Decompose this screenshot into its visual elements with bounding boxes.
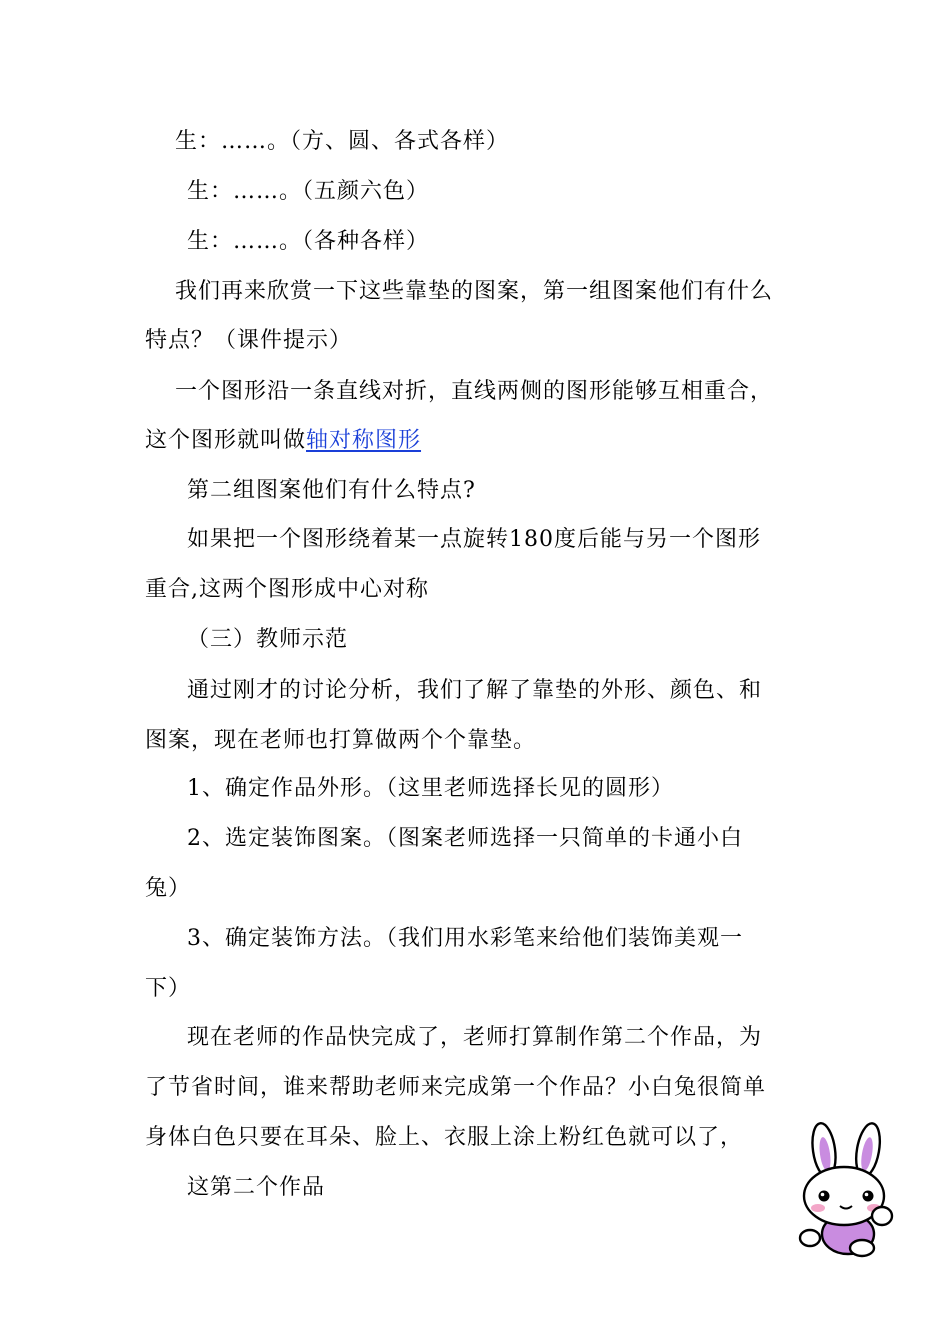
student-answer-3: 生：……。（各种各样） [187, 229, 430, 254]
closing-line-3: 身体白色只要在耳朵、脸上、衣服上涂上粉红色就可以了， [145, 1125, 744, 1150]
paragraph-appreciate-line-1: 我们再来欣赏一下这些靠垫的图案，第一组图案他们有什么 [175, 279, 774, 304]
closing-line-1: 现在老师的作品快完成了，老师打算制作第二个作品，为 [187, 1025, 763, 1050]
closing-line-2: 了节省时间，谁来帮助老师来完成第一个作品？小白兔很简单 [145, 1075, 767, 1100]
axis-symmetry-def-line-1: 一个图形沿一条直线对折，直线两侧的图形能够互相重合， [175, 379, 774, 404]
step-3-line-1: 3、确定装饰方法。（我们用水彩笔来给他们装饰美观一 [187, 926, 743, 951]
bunny-illustration [796, 1120, 896, 1260]
discussion-line-1: 通过刚才的讨论分析，我们了解了靠垫的外形、颜色、和 [187, 678, 763, 703]
paragraph-appreciate-line-2: 特点？（课件提示） [145, 328, 353, 353]
group-two-question: 第二组图案他们有什么特点? [187, 478, 476, 503]
student-answer-2: 生：……。（五颜六色） [187, 179, 430, 204]
section-heading-teacher-demo: （三）教师示范 [187, 627, 349, 652]
student-answer-1: 生：……。（方、圆、各式各样） [175, 129, 510, 154]
axis-symmetry-def-line-2 [145, 427, 421, 455]
closing-line-4: 这第二个作品 [187, 1175, 326, 1200]
discussion-line-2: 图案，现在老师也打算做两个个靠垫。 [145, 728, 537, 753]
step-2-line-1: 2、选定装饰图案。（图案老师选择一只简单的卡通小白 [187, 826, 743, 851]
step-2-line-2: 兔） [145, 876, 192, 901]
central-symmetry-def-line-2: 重合,这两个图形成中心对称 [145, 577, 429, 602]
axis-symmetry-link[interactable]: 轴对称图形 [306, 428, 422, 453]
step-1: 1、确定作品外形。（这里老师选择长见的圆形） [187, 776, 674, 801]
central-symmetry-def-line-1: 如果把一个图形绕着某一点旋转180度后能与另一个图形 [187, 527, 761, 552]
axis-symmetry-def-text: 这个图形就叫做 [145, 428, 307, 453]
step-3-line-2: 下） [145, 976, 192, 1001]
